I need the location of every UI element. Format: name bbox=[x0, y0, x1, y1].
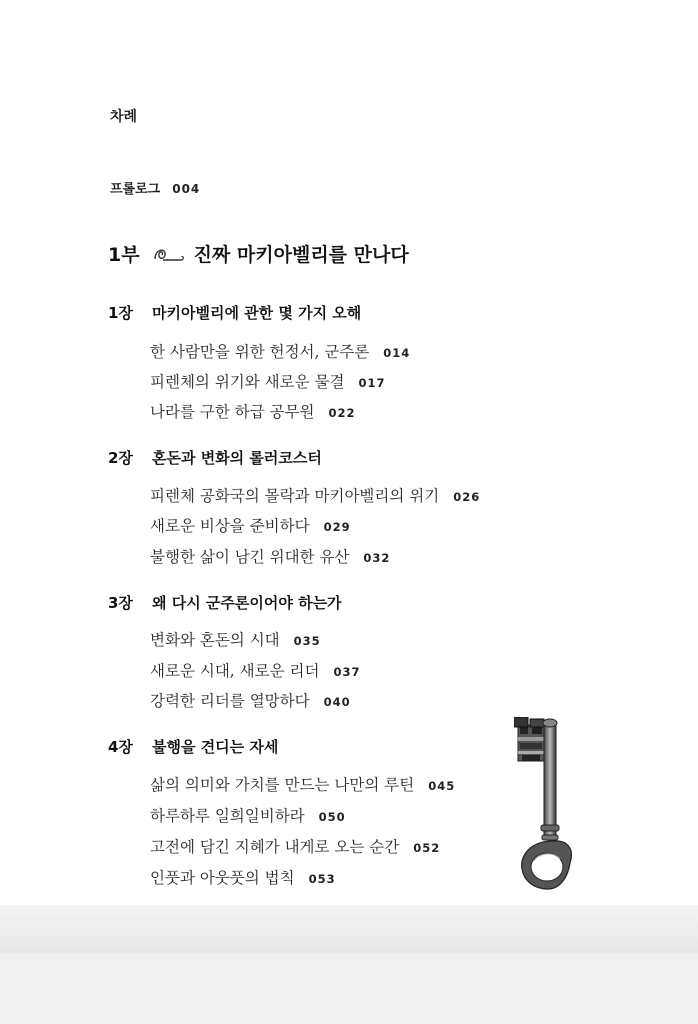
entry-page: 032 bbox=[363, 551, 391, 565]
entry-title: 피렌체의 위기와 새로운 물결 bbox=[150, 373, 345, 391]
toc-entry[interactable] bbox=[150, 866, 336, 888]
entry-title: 고전에 담긴 지혜가 내게로 오는 순간 bbox=[150, 838, 400, 856]
entry-title: 불행한 삶이 남긴 위대한 유산 bbox=[150, 548, 350, 566]
part-number: 1부 bbox=[108, 244, 140, 266]
toc-entry[interactable] bbox=[150, 370, 385, 392]
toc-entry[interactable] bbox=[150, 400, 356, 422]
scroll-ornament-icon bbox=[152, 243, 186, 265]
chapter-number: 1장 bbox=[108, 304, 133, 322]
toc-entry[interactable] bbox=[150, 773, 455, 795]
entry-page: 014 bbox=[383, 346, 411, 360]
chapter-4-heading[interactable] bbox=[108, 736, 278, 757]
chapter-1-heading[interactable] bbox=[108, 302, 361, 323]
chapter-3-heading[interactable] bbox=[108, 592, 342, 613]
entry-title: 피렌체 공화국의 몰락과 마키아벨리의 위기 bbox=[150, 487, 440, 505]
chapter-number: 3장 bbox=[108, 594, 133, 612]
entry-title: 새로운 비상을 준비하다 bbox=[150, 517, 310, 535]
part-heading bbox=[108, 240, 409, 267]
entry-page: 053 bbox=[308, 872, 336, 886]
toc-entry[interactable] bbox=[150, 659, 360, 681]
entry-title: 삶의 의미와 가치를 만드는 나만의 루틴 bbox=[150, 776, 415, 794]
chapter-title: 마키아벨리에 관한 몇 가지 오해 bbox=[152, 304, 362, 322]
toc-entry[interactable] bbox=[150, 689, 351, 711]
page-bottom-edge bbox=[0, 905, 698, 1024]
toc-title: 차례 bbox=[110, 109, 138, 125]
entry-title: 나라를 구한 하급 공무원 bbox=[150, 403, 315, 421]
entry-page: 050 bbox=[318, 810, 346, 824]
toc-entry[interactable] bbox=[150, 835, 440, 857]
entry-page: 052 bbox=[413, 841, 441, 855]
entry-title: 인풋과 아웃풋의 법칙 bbox=[150, 869, 295, 887]
chapter-number: 4장 bbox=[108, 738, 133, 756]
part-title: 진짜 마키아벨리를 만나다 bbox=[193, 244, 409, 266]
toc-entry[interactable] bbox=[150, 628, 321, 650]
entry-page: 026 bbox=[453, 490, 481, 504]
entry-title: 새로운 시대, 새로운 리더 bbox=[150, 662, 320, 680]
toc-entry[interactable] bbox=[150, 484, 480, 506]
entry-title: 강력한 리더를 열망하다 bbox=[150, 692, 310, 710]
chapter-number: 2장 bbox=[108, 449, 133, 467]
prologue-title: 프롤로그 bbox=[110, 182, 161, 197]
toc-entry[interactable] bbox=[150, 804, 346, 826]
toc-entry[interactable] bbox=[150, 545, 390, 567]
chapter-2-heading[interactable] bbox=[108, 447, 322, 468]
entry-title: 한 사람만을 위한 헌정서, 군주론 bbox=[150, 343, 370, 361]
entry-page: 017 bbox=[358, 376, 386, 390]
entry-title: 변화와 혼돈의 시대 bbox=[150, 631, 280, 649]
entry-page: 045 bbox=[428, 779, 456, 793]
entry-page: 037 bbox=[333, 665, 361, 679]
entry-page: 022 bbox=[328, 406, 356, 420]
toc-entry[interactable] bbox=[150, 340, 410, 362]
entry-page: 035 bbox=[293, 634, 321, 648]
antique-key-icon bbox=[514, 717, 574, 892]
toc-entry-prologue[interactable] bbox=[110, 178, 200, 197]
chapter-title: 불행을 견디는 자세 bbox=[152, 738, 279, 756]
chapter-title: 혼돈과 변화의 롤러코스터 bbox=[152, 449, 322, 467]
entry-page: 040 bbox=[323, 695, 351, 709]
entry-page: 029 bbox=[323, 520, 351, 534]
entry-title: 하루하루 일희일비하라 bbox=[150, 807, 305, 825]
prologue-page: 004 bbox=[172, 182, 201, 196]
toc-entry[interactable] bbox=[150, 514, 351, 536]
chapter-title: 왜 다시 군주론이어야 하는가 bbox=[152, 594, 342, 612]
